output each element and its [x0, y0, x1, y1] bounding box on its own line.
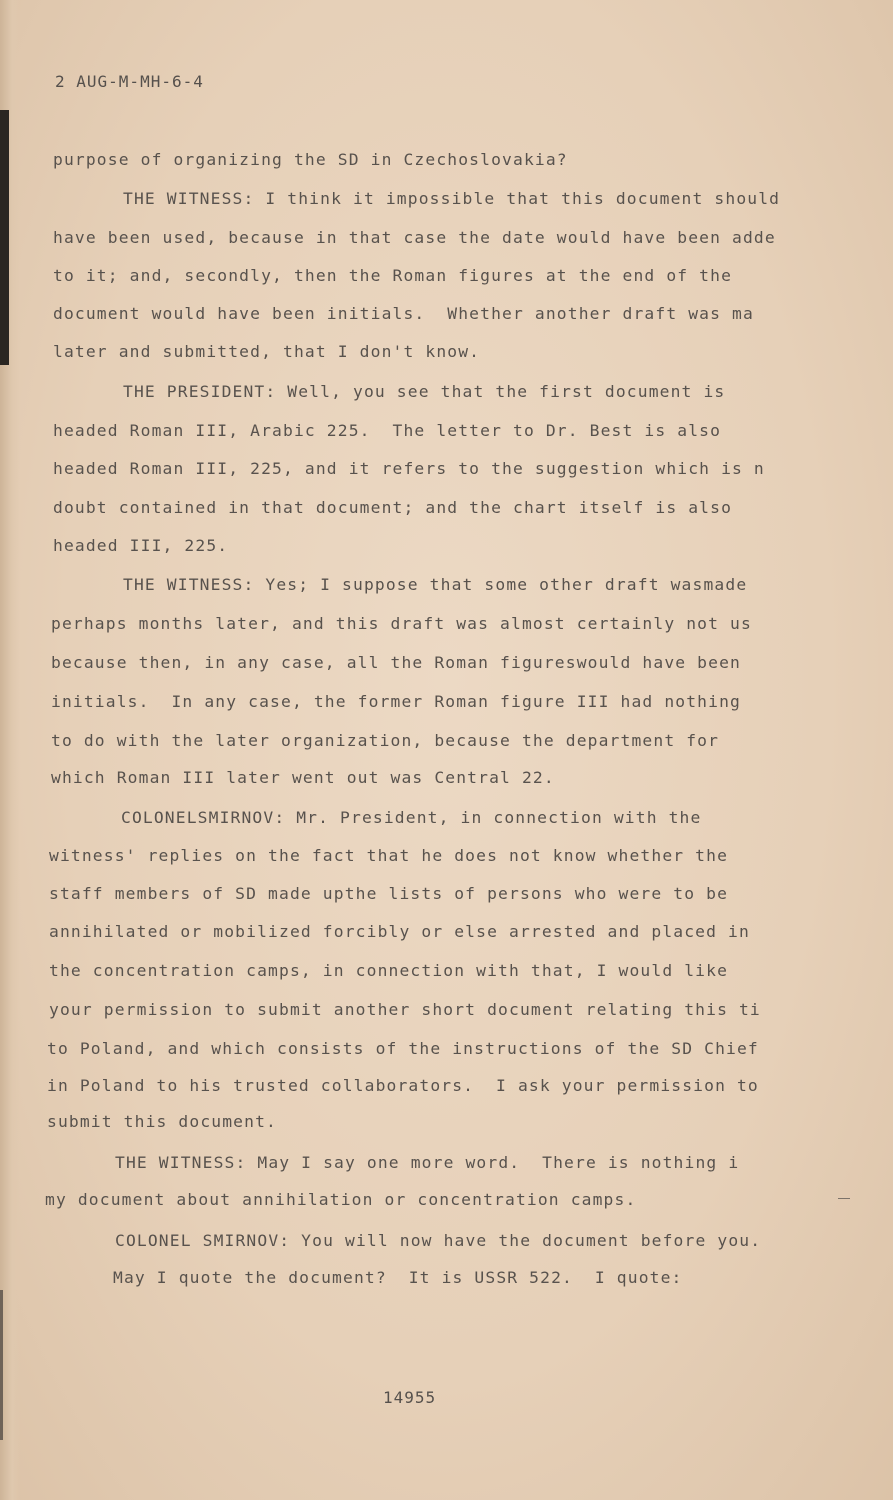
text-line: headed Roman III, 225, and it refers to the suggestion which is n [53, 459, 765, 478]
text-line: because then, in any case, all the Roman figureswould have been [51, 653, 741, 672]
text-line: the concentration camps, in connection with that, I would like [49, 961, 729, 980]
text-line: initials. In any case, the former Roman figure III had nothing [51, 692, 741, 711]
edge-mark [838, 1198, 850, 1199]
text-line: COLONEL SMIRNOV: You will now have the document before you. [115, 1231, 762, 1250]
text-line: May I quote the document? It is USSR 522. I quote: [113, 1268, 683, 1287]
text-line: which Roman III later went out was Central 22. [51, 768, 555, 787]
text-line: have been used, because in that case the date would have been adde [53, 228, 776, 247]
text-line: annihilated or mobilized forcibly or else arrested and placed in [49, 922, 750, 941]
text-line: COLONELSMIRNOV: Mr. President, in connection with the [121, 808, 702, 827]
text-line: THE WITNESS: I think it impossible that this document should [123, 189, 781, 208]
text-line: your permission to submit another short document relating this ti [49, 1000, 761, 1019]
text-line: my document about annihilation or concentration camps. [45, 1190, 637, 1209]
document-header-id: 2 AUG-M-MH-6-4 [55, 72, 204, 91]
text-line: THE WITNESS: Yes; I suppose that some other draft wasmade [123, 575, 748, 594]
text-line: later and submitted, that I don't know. [53, 342, 481, 361]
text-line: headed III, 225. [53, 536, 229, 555]
text-line: to it; and, secondly, then the Roman figures at the end of the [53, 266, 733, 285]
text-line: submit this document. [47, 1112, 277, 1131]
text-line: THE WITNESS: May I say one more word. There is nothing i [115, 1153, 740, 1172]
text-line: perhaps months later, and this draft was almost certainly not us [51, 614, 752, 633]
text-line: to Poland, and which consists of the instructions of the SD Chief [47, 1039, 759, 1058]
binding-shadow-bottom [0, 1290, 3, 1440]
text-line: in Poland to his trusted collaborators. I ask your permission to [47, 1076, 759, 1095]
text-line: staff members of SD made upthe lists of persons who were to be [49, 884, 729, 903]
page-number: 14955 [383, 1388, 437, 1407]
binding-shadow [0, 110, 9, 365]
text-line: doubt contained in that document; and the chart itself is also [53, 498, 733, 517]
text-line: document would have been initials. Whether another draft was ma [53, 304, 754, 323]
text-line: witness' replies on the fact that he does not know whether the [49, 846, 729, 865]
text-line: purpose of organizing the SD in Czechoslovakia? [53, 150, 568, 169]
text-line: to do with the later organization, because the department for [51, 731, 720, 750]
text-line: headed Roman III, Arabic 225. The letter to Dr. Best is also [53, 421, 722, 440]
text-line: THE PRESIDENT: Well, you see that the first document is [123, 382, 726, 401]
